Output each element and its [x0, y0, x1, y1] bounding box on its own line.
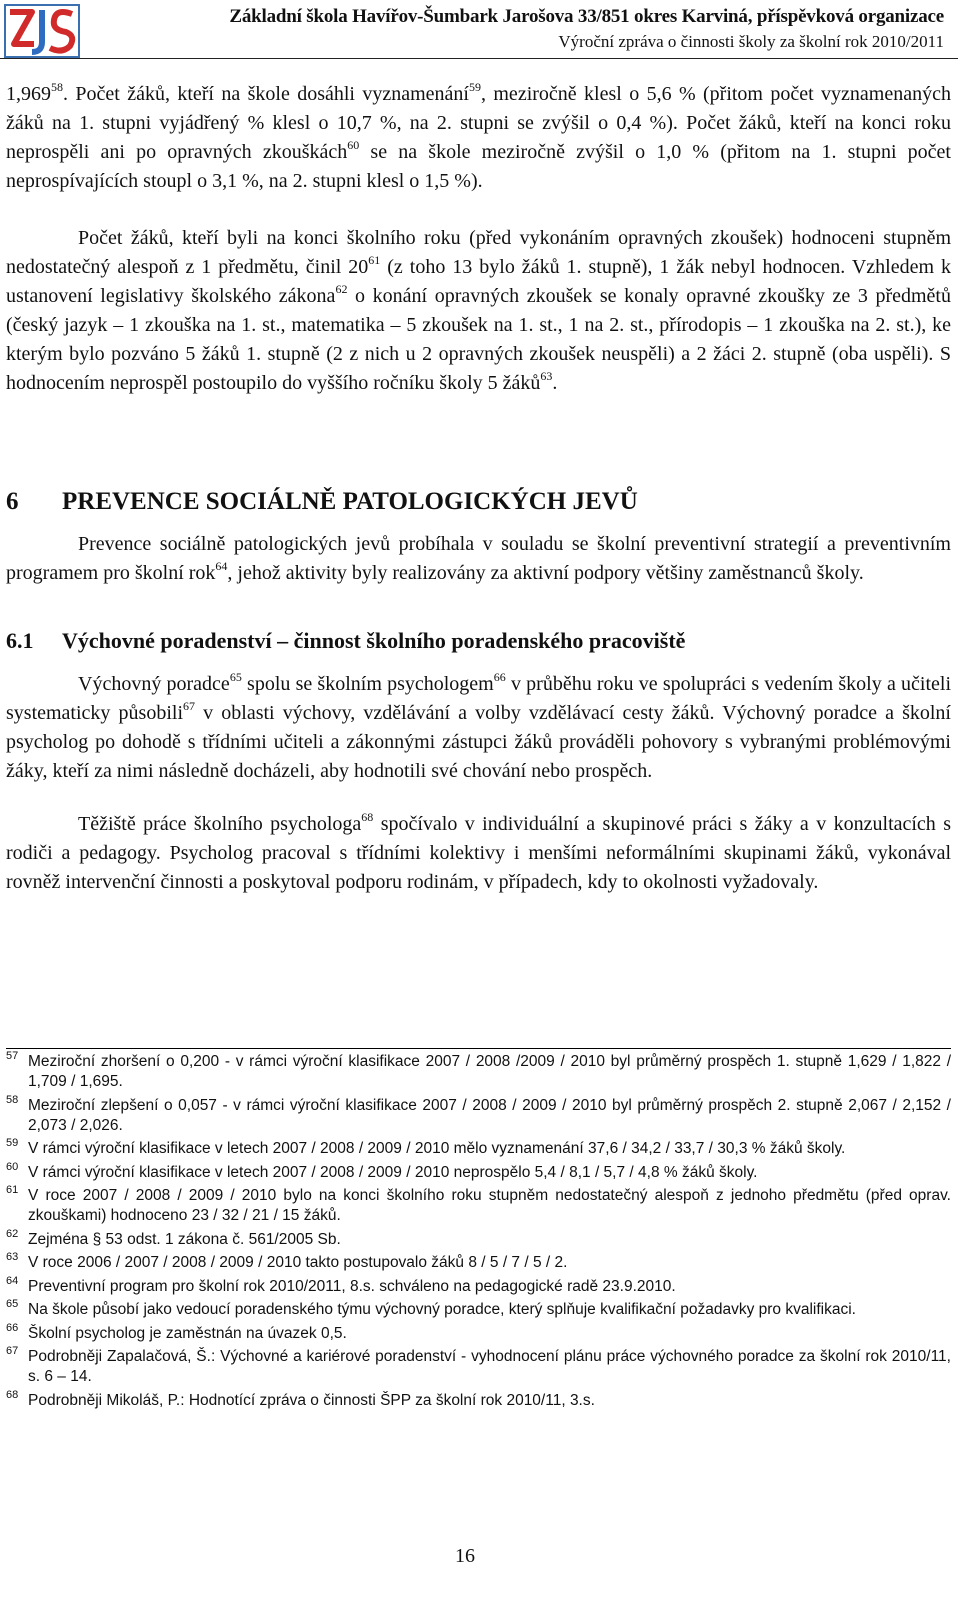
footnote-ref-60: 60 [347, 138, 360, 152]
footnote-ref-61: 61 [368, 253, 381, 267]
paragraph-counselling: Výchovný poradce$^{65}$ spolu se školním psychologem$^{66}$ v průběhu roku ve spolupráci s vedením školy a učiteli systematicky působili$^{67}$ v oblasti výchovy, vzdělávání a volby vzdělávací cesty žáků. Výchovný poradce a školní psycholog po dohodě s třídními učiteli a zákonnými zástupci žáků prováděli pohovory s vybranými problémovými žáky, kteří za nimi následně docházeli, aby hodnotili své chování nebo prospěch. [6, 670, 952, 782]
footnotes [6, 1052, 951, 1414]
report-title: Výroční zpráva o činnosti školy za školní rok 2010/2011 [558, 32, 944, 51]
footnote-ref-59: 59 [469, 80, 481, 94]
section-title: PREVENCE SOCIÁLNĚ PATOLOGICKÝCH JEVŮ [62, 488, 638, 515]
footnote-divider [6, 1048, 951, 1049]
footnote-57: 57 Meziroční zhoršení o 0,200 - v rámci výroční klasifikace 2007 / 2008 /2009 / 2010 byl průměrný prospěch 1. stupně 1,629 / 1,822 / 1,709 / 1,695. [6, 1052, 951, 1092]
footnote-ref-65: 65 [229, 670, 242, 684]
footnote-number: 59 [6, 1137, 19, 1149]
footnote-number: 63 [6, 1251, 19, 1263]
footnote-61: 61 V roce 2007 / 2008 / 2009 / 2010 bylo na konci školního roku stupněm nedostatečný alespoň z jednoho předmětu (před oprav. zkouškami) hodnoceno 23 / 32 / 21 / 15 žáků. [6, 1186, 951, 1226]
footnote-number: 61 [6, 1184, 19, 1196]
footnote-number: 66 [6, 1321, 19, 1334]
section-heading-6 [6, 488, 638, 516]
footnote-ref-64: 64 [215, 559, 228, 573]
footnote-63: 63 V roce 2006 / 2007 / 2008 / 2009 / 2010 takto postupovalo žáků 8 / 5 / 7 / 5 / 2. [6, 1253, 951, 1273]
footnote-number: 62 [6, 1227, 19, 1240]
footnote-number: 68 [6, 1388, 19, 1401]
footnote-ref-67: 67 [183, 699, 196, 713]
footnote-59: 59 V rámci výroční klasifikace v letech 2007 / 2008 / 2009 / 2010 mělo vyznamenání 37,6 / 34,2 / 33,7 / 30,3 % žáků školy. [6, 1139, 951, 1159]
paragraph-results: 1,969$^{58}$. Počet žáků, kteří na škole dosáhli vyznamenání$^{59}$, meziročně klesl o 5,6 % (přitom počet vyznamenaných žáků na 1. stupni vyjádřený % klesl o 10,7 %, na 2. stupni se zvýšil o 0,4 %). Počet žáků, kteří na konci roku neprospěli ani po opravných zkouškách$^{60}$ se na škole meziročně zvýšil o 1,0 % (přitom na 1. stupni počet neprospívajících stoupl o 3,1 %, na 2. stupni klesl o 1,5 %). [6, 80, 951, 192]
footnote-number: 67 [6, 1345, 19, 1357]
footnote-66: 66 Školní psycholog je zaměstnán na úvazek 0,5. [6, 1324, 951, 1344]
footnote-ref-66: 66 [493, 670, 506, 684]
header-divider [0, 58, 958, 59]
footnote-ref-58: 58 [51, 80, 63, 94]
section-number: 6 [6, 488, 19, 515]
footnote-number: 58 [6, 1093, 19, 1106]
school-logo [4, 4, 80, 58]
footnote-number: 65 [6, 1298, 19, 1310]
footnote-65: 65 Na škole působí jako vedoucí poradenského týmu výchovný poradce, který splňuje kvalifikační požadavky pro kvalifikaci. [6, 1300, 951, 1320]
subsection-number: 6.1 [6, 628, 34, 653]
page-number: 16 [455, 1545, 475, 1567]
footnote-ref-62: 62 [335, 282, 348, 296]
paragraph-prevention: Prevence sociálně patologických jevů probíhala v souladu se školní preventivní strategií a preventivním programem pro školní rok$^{64}$, jehož aktivity byly realizovány za aktivní podpory většiny zaměstnanců školy. [6, 533, 951, 584]
paragraph-failing-students: Počet žáků, kteří byli na konci školního roku (před vykonáním opravných zkoušek) hodnoceni stupněm nedostatečný alespoň z 1 předmětu, činil $20^{61}$ (z toho 13 bylo žáků 1. stupně), 1 žák nebyl hodnocen. Vzhledem k ustanovení legislativy školského zákona$^{62}$ o konání opravných zkoušek se konaly opravné zkoušky ze 3 předmětů (český jazyk – 1 zkouška na 1. st., matematika – 5 zkoušek na 1. st., 1 na 2. st., přírodopis – 1 zkouška na 2. st.), ke kterým bylo pozváno 5 žáků 1. stupně (2 z nich u 2 opravných zkoušek neuspěli) a 2 žáci 2. stupně (oba uspěli). S hodnocením neprospěl postoupilo do vyššího ročníku školy 5 žáků$^{63}$. [6, 227, 951, 394]
footnote-ref-68: 68 [361, 810, 374, 824]
footnote-number: 60 [6, 1160, 19, 1173]
subsection-heading-6-1 [6, 628, 685, 654]
page-header [0, 0, 960, 64]
footnote-number: 64 [6, 1274, 19, 1287]
subsection-title: Výchovné poradenství – činnost školního poradenského pracoviště [62, 628, 686, 653]
footnote-number: 57 [6, 1050, 19, 1062]
paragraph-psychologist: Těžiště práce školního psychologa$^{68}$ spočívalo v individuální a skupinové práci s žáky a v konzultacích s rodiči a pedagogy. Psycholog pracoval s třídními kolektivy i menšími neformálními skupinami žáků, vykonával rovněž intervenční činnosti a poskytoval podporu rodinám, v případech, kdy to okolnosti vyžadovaly. [6, 810, 952, 893]
footnote-62: 62 Zejména § 53 odst. 1 zákona č. 561/2005 Sb. [6, 1230, 951, 1250]
footnote-64: 64 Preventivní program pro školní rok 2010/2011, 8.s. schváleno na pedagogické radě 23.9.2010. [6, 1277, 951, 1297]
footnote-60: 60 V rámci výroční klasifikace v letech 2007 / 2008 / 2009 / 2010 neprospělo 5,4 / 8,1 / 5,7 / 4,8 % žáků školy. [6, 1163, 951, 1183]
footnote-68: 68 Podrobněji Mikoláš, P.: Hodnotící zpráva o činnosti ŠPP za školní rok 2010/11, 3.s. [6, 1391, 951, 1411]
school-name: Základní škola Havířov-Šumbark Jarošova 33/851 okres Karviná, příspěvková organizace [229, 6, 944, 27]
footnote-67: 67 Podrobněji Zapalačová, Š.: Výchovné a kariérové poradenství - vyhodnocení plánu práce výchovného poradce za školní rok 2010/11, s. 6 – 14. [6, 1347, 951, 1387]
footnote-ref-63: 63 [540, 369, 553, 383]
footnote-58: 58 Meziroční zlepšení o 0,057 - v rámci výroční klasifikace 2007 / 2008 / 2009 / 2010 byl průměrný prospěch 2. stupně 2,067 / 2,152 / 2,073 / 2,026. [6, 1096, 951, 1136]
